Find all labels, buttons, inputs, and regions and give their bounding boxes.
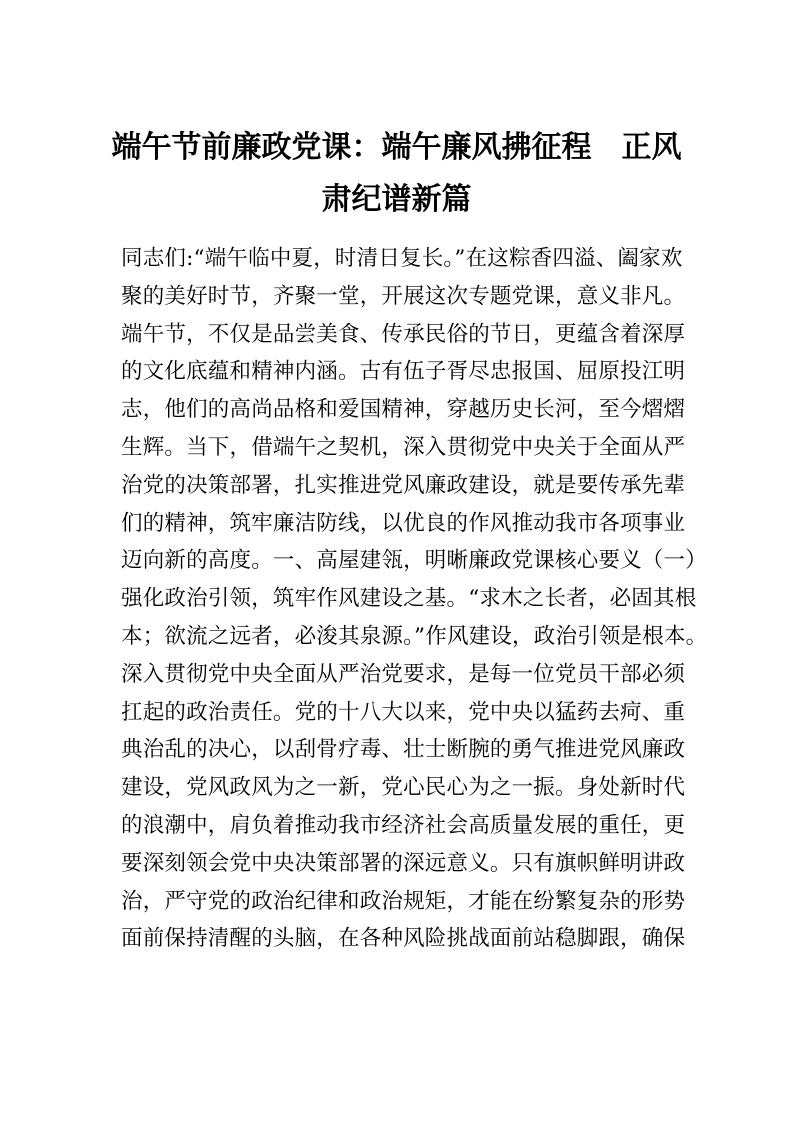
body-line: 本；欲流之远者，必浚其泉源。”作风建设，政治引领是根本。 xyxy=(121,623,708,649)
body-line: 典治乱的决心，以刮骨疗毒、壮士断腕的勇气推进党风廉政 xyxy=(121,737,686,763)
body-line: 强化政治引领，筑牢作风建设之基。“求木之长者，必固其根 xyxy=(121,586,697,612)
document-title xyxy=(110,122,683,226)
body-line: 的文化底蕴和精神内涵。古有伍子胥尽忠报国、屈原投江明 xyxy=(121,359,686,385)
body-line: 治党的决策部署，扎实推进党风廉政建设，就是要传承先辈 xyxy=(121,472,686,498)
title-line-1: 端午节前廉政党课：端午廉风拂征程 正风 xyxy=(111,130,682,165)
body-line: 的浪潮中，肩负着推动我市经济社会高质量发展的重任，更 xyxy=(121,812,686,838)
body-line: 深入贯彻党中央全面从严治党要求，是每一位党员干部必须 xyxy=(121,661,686,687)
body-line: 们的精神，筑牢廉洁防线，以优良的作风推动我市各项事业 xyxy=(121,510,686,536)
body-line: 扛起的政治责任。党的十八大以来，党中央以猛药去疴、重 xyxy=(121,699,686,725)
body-line: 建设，党风政风为之一新，党心民心为之一振。身处新时代 xyxy=(121,775,686,801)
body-line: 迈向新的高度。一、高屋建瓴，明晰廉政党课核心要义（一） xyxy=(121,548,707,574)
body-line: 端午节，不仅是品尝美食、传承民俗的节日，更蕴含着深厚 xyxy=(121,321,686,347)
body-line: 生辉。当下，借端午之契机，深入贯彻党中央关于全面从严 xyxy=(121,434,686,460)
body-line: 志，他们的高尚品格和爱国精神，穿越历史长河，至今熠熠 xyxy=(121,397,686,423)
body-line: 治，严守党的政治纪律和政治规矩，才能在纷繁复杂的形势 xyxy=(121,888,686,914)
body-line: 聚的美好时节，齐聚一堂，开展这次专题党课，意义非凡。 xyxy=(121,283,686,309)
title-line-2: 肃纪谱新篇 xyxy=(321,182,472,217)
body-line: 要深刻领会党中央决策部署的深远意义。只有旗帜鲜明讲政 xyxy=(121,850,686,876)
document-body xyxy=(121,240,708,958)
body-line: 面前保持清醒的头脑，在各种风险挑战面前站稳脚跟，确保 xyxy=(121,926,686,952)
body-line: 同志们:“端午临中夏，时清日复长。”在这粽香四溢、阖家欢 xyxy=(121,246,683,271)
